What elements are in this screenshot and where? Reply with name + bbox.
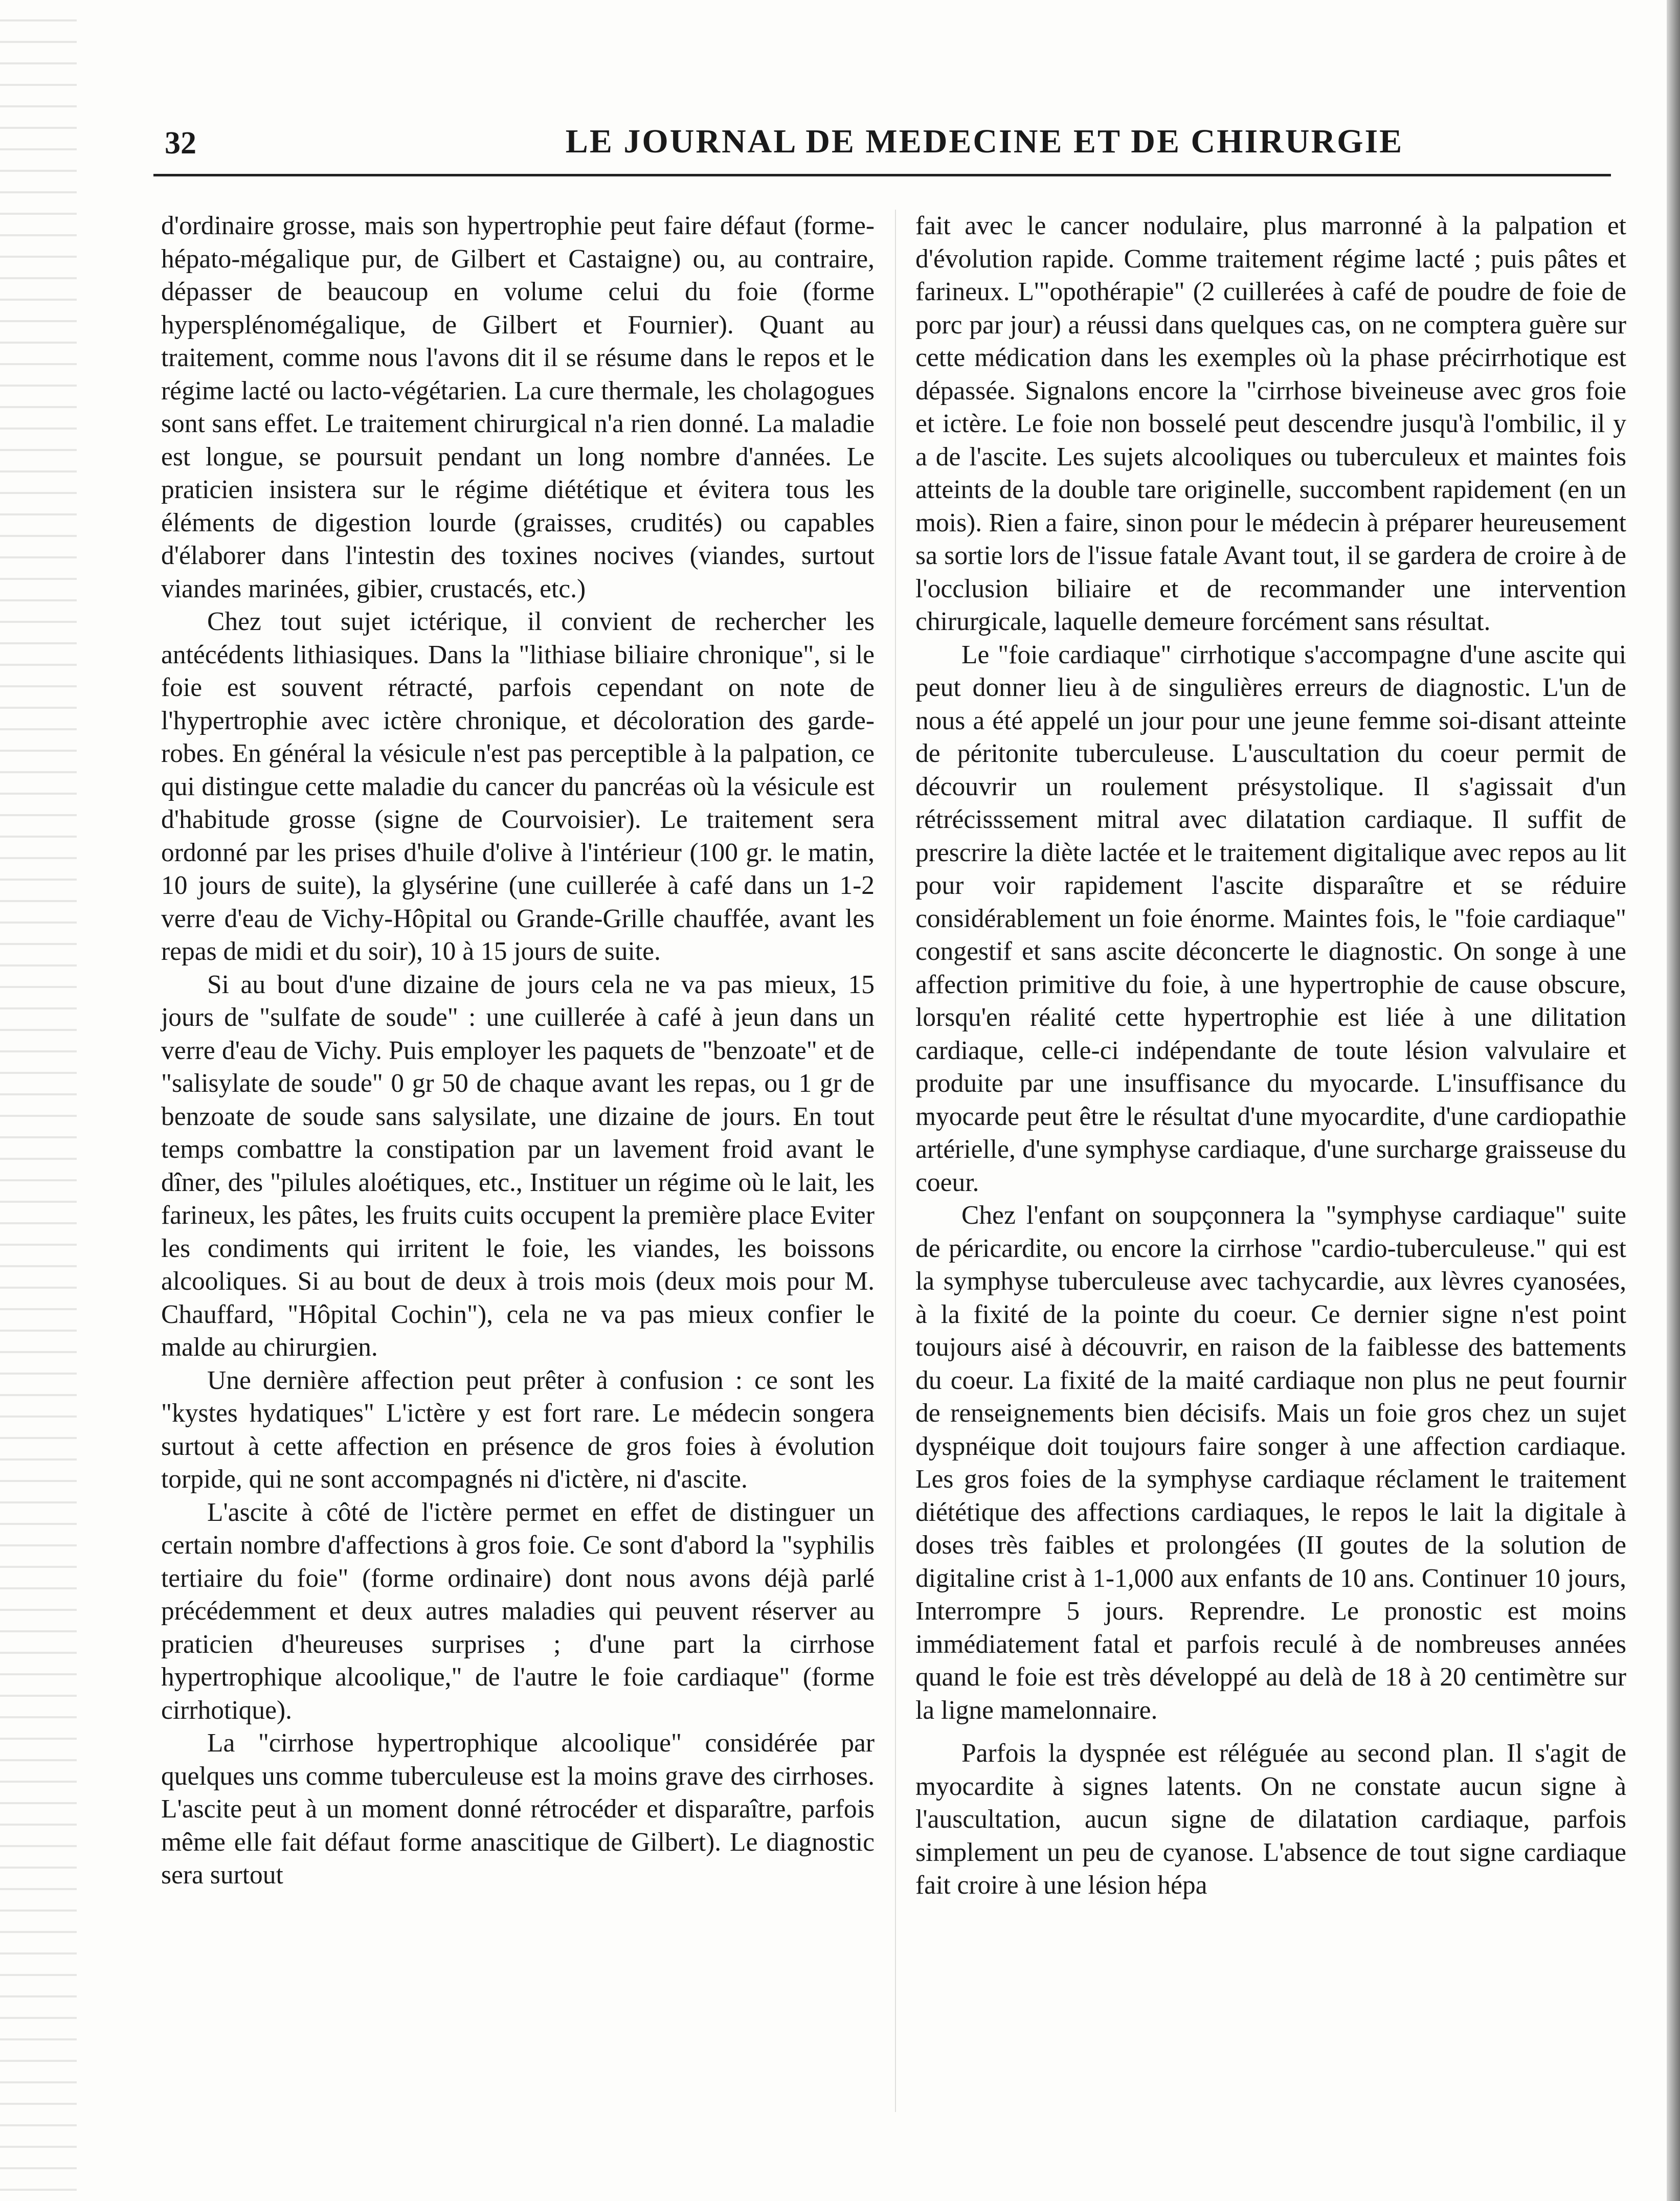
right-paragraph: Le "foie cardiaque" cirrhotique s'accompagne d'une ascite qui peut donner lieu à de singulières erreurs de diagnostic. L'un de nous a été appelé un jour pour une jeune femme soi-disant atteinte de péritonite tuberculeuse. L'auscultation du coeur permit de découvrir un roulement présystolique. Il s'agissait d'un rétrécisssement mitral avec dilatation cardiaque. Il suffit de prescrire la diète lactée et le traitement digitalique avec repos au lit pour voir rapidement l'ascite disparaître et se réduire considérablement un foie énorme. Maintes fois, le "foie cardiaque" congestif et sans ascite déconcerte le diagnostic. On songe à une affection primitive du foie, à une hypertrophie de cause obscure, lorsqu'en réalité cette hypertrophie est liée à une dilitation cardiaque, celle-ci indépendante de toute lésion valvulaire et produite par une insuffisance du myocarde. L'insuffisance du myocarde peut être le résultat d'une myocardite, d'une cardiopathie artérielle, d'une symphyse cardiaque, d'une surcharge graisseuse du coeur. <box>915 640 1626 1197</box>
right-paragraph: fait avec le cancer nodulaire, plus marronné à la palpation et d'évolution rapide. Comme traitement régime lacté ; puis pâtes et farineux. L'"opothérapie" (2 cuillerées à café de poudre de foie de porc par jour) a réussi dans quelques cas, on ne comptera guère sur cette médication dans les exemples où la phase précirrhotique est dépassée. Signalons encore la "cirrhose biveineuse avec gros foie et ictère. Le foie non bosselé peut descendre jusqu'à l'ombilic, il y a de l'ascite. Les sujets alcooliques ou tuberculeux et maintes fois atteints de la double tare originelle, succombent rapidement (en un mois). Rien a faire, sinon pour le médecin à préparer heureusement sa sortie lors de l'issue fatale Avant tout, il se gardera de croire à de l'occlusion biliaire et de recommander une intervention chirurgicale, laquelle demeure forcément sans résultat. <box>915 211 1626 636</box>
left-paragraph: L'ascite à côté de l'ictère permet en effet de distinguer un certain nombre d'affections à gros foie. Ce sont d'abord la "syphilis tertiaire du foie" (forme ordinaire) dont nous avons déjà parlé précédemment et deux autres maladies qui peuvent réserver au praticien d'heureuses surprises ; d'une part la cirrhose hypertrophique alcoolique," de l'autre le foie cardiaque" (forme cirrhotique). <box>161 1497 875 1725</box>
right-paragraph: Chez l'enfant on soupçonnera la "symphyse cardiaque" suite de péricardite, ou encore la cirrhose "cardio-tuberculeuse." qui est la symphyse tuberculeuse avec tachycardie, aux lèvres cyanosées, à la fixité de la pointe du coeur. Ce dernier signe n'est point toujours aisé à découvrir, en raison de la faiblesse des battements du coeur. La fixité de la maité cardiaque non plus ne peut fournir de renseignements bien décisifs. Mais un foie gros chez un sujet dyspnéique doit toujours faire songer à une affection cardiaque. Les gros foies de la symphyse cardiaque réclament le traitement diététique des affections cardiaques, le repos le lait la digitale à doses très faibles et prolongées (II goutes de la solution de digitaline crist à 1-1,000 aux enfants de 10 ans. Continuer 10 jours, Interrompre 5 jours. Reprendre. Le pronostic est moins immédiatement fatal et parfois reculé à de nombreuses années quand le foie est très développé au delà de 18 à 20 centimètre sur la ligne mamelonnaire. <box>915 1201 1626 1725</box>
left-column <box>161 210 875 1892</box>
column-divider <box>895 210 896 2112</box>
scan-edge-right <box>1667 0 1680 2201</box>
right-column <box>915 210 1626 1902</box>
left-paragraph: Si au bout d'une dizaine de jours cela ne va pas mieux, 15 jours de "sulfate de soude" : une cuillerée à café à jeun dans un verre d'eau de Vichy. Puis employer les paquets de "benzoate" et de "salisylate de soude" 0 gr 50 de chaque avant les repas, ou 1 gr de benzoate de soude sans salysilate, une dizaine de jours. En tout temps combattre la constipation par un lavement froid avant le dîner, des "pilules aloétiques, etc., Instituer un régime où le lait, les farineux, les pâtes, les fruits cuits occupent la première place Eviter les condiments qui irritent le foie, les viandes, les boissons alcooliques. Si au bout de deux à trois mois (deux mois pour M. Chauffard, "Hôpital Cochin"), cela ne va pas mieux confier le malde au chirurgien. <box>161 970 875 1362</box>
page-header <box>153 115 1611 182</box>
left-paragraph: Chez tout sujet ictérique, il convient de rechercher les antécédents lithiasiques. Dans la "lithiase biliaire chronique", si le foie est souvent rétracté, parfois cependant on note de l'hypertrophie avec ictère chronique, et décoloration des garde-robes. En général la vésicule n'est pas perceptible à la palpation, ce qui distingue cette maladie du cancer du pancréas où la vésicule est d'habitude grosse (signe de Courvoisier). Le traitement sera ordonné par les prises d'huile d'olive à l'intérieur (100 gr. le matin, 10 jours de suite), la glysérine (une cuillerée à café dans un 1-2 verre d'eau de Vichy-Hôpital ou Grande-Grille chauffée, avant les repas de midi et du soir), 10 à 15 jours de suite. <box>161 607 875 966</box>
left-paragraph: Une dernière affection peut prêter à confusion : ce sont les "kystes hydatiques" L'ictère y est fort rare. Le médecin songera surtout à cette affection en présence de gros foies à évolution torpide, qui ne sont accompagnés ni d'ictère, ni d'ascite. <box>161 1365 875 1494</box>
left-paragraph: d'ordinaire grosse, mais son hypertrophie peut faire défaut (forme-hépato-mégalique pur, de Gilbert et Castaigne) ou, au contraire, dépasser de beaucoup en volume celui du foie (forme hypersplénomégalique, de Gilbert et Fournier). Quant au traitement, comme nous l'avons dit il se résume dans le repos et le régime lacté ou lacto-végétarien. La cure thermale, les cholagogues sont sans effet. Le traitement chirurgical n'a rien donné. La maladie est longue, se poursuit pendant un long nombre d'années. Le praticien insistera sur le régime diététique et évitera tous les éléments de digestion lourde (graisses, crudités) ou capables d'élaborer dans l'intestin des toxines nocives (viandes, surtout viandes marinées, gibier, crustacés, etc.) <box>161 211 875 603</box>
page-number: 32 <box>165 126 196 161</box>
right-paragraph: Parfois la dyspnée est réléguée au second plan. Il s'agit de myocardite à signes latents. On ne constate aucun signe à l'auscultation, aucun signe de dilatation cardiaque, parfois simplement un peu de cyanose. L'absence de tout signe cardiaque fait croire à une lésion hépa <box>915 1739 1626 1900</box>
journal-title: LE JOURNAL DE MEDECINE ET DE CHIRURGIE <box>565 123 1404 160</box>
left-paragraph: La "cirrhose hypertrophique alcoolique" considérée par quelques uns comme tuberculeuse est la moins grave des cirrhoses. L'ascite peut à un moment donné rétrocéder et disparaître, parfois même elle fait défaut forme anascitique de Gilbert). Le diagnostic sera surtout <box>161 1728 875 1890</box>
header-rule <box>153 174 1611 176</box>
scan-edge-left <box>0 0 77 2201</box>
